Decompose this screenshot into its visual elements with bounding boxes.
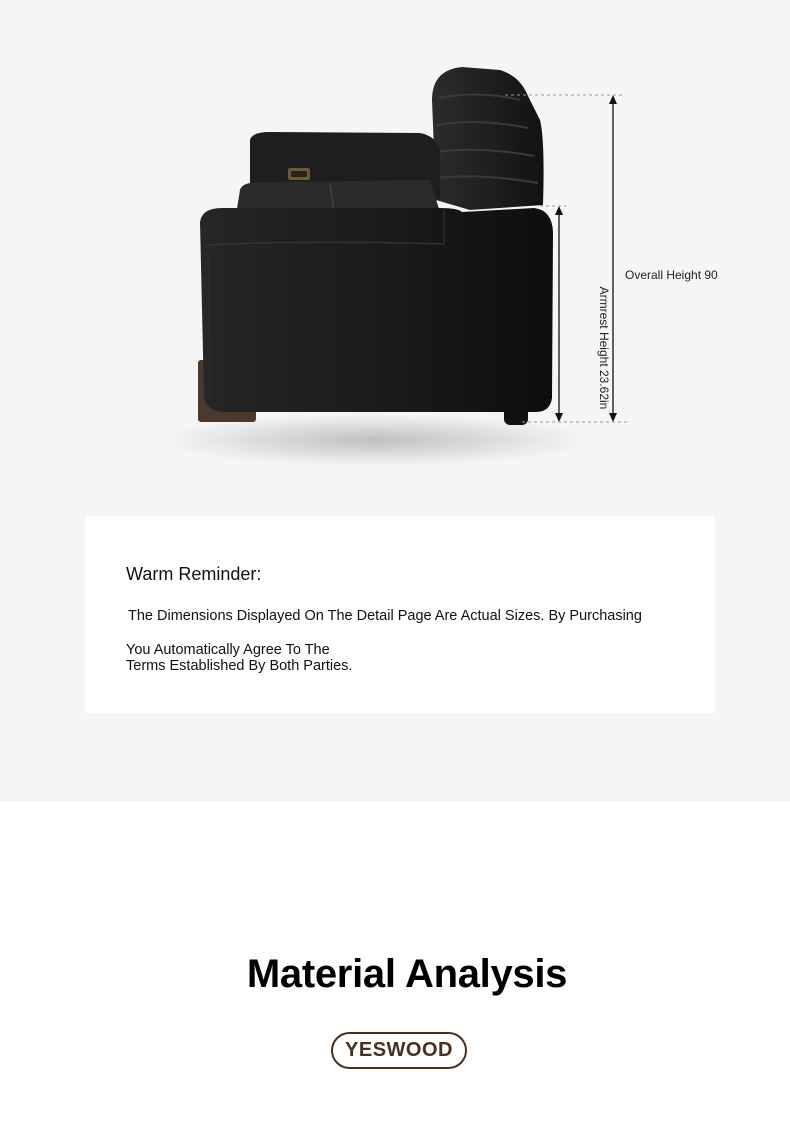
reminder-title: Warm Reminder: <box>126 564 262 584</box>
reminder-text-line: The Dimensions Displayed On The Detail Page Are Actual Sizes. By Purchasing <box>128 608 642 624</box>
armrest-height-label: Armrest Height 23.62in <box>597 286 611 410</box>
brand-logo-badge: YESWOOD <box>331 1032 467 1069</box>
reminder-text-line: You Automatically Agree To The <box>126 642 330 658</box>
sofa-side-view-image <box>0 0 790 500</box>
material-analysis-title: Material Analysis <box>246 952 568 996</box>
reminder-text-line: Terms Established By Both Parties. <box>126 658 353 674</box>
warm-reminder-card <box>85 516 715 713</box>
armrest-height-dimension <box>555 206 563 422</box>
overall-height-label: Overall Height 90 <box>625 268 718 282</box>
